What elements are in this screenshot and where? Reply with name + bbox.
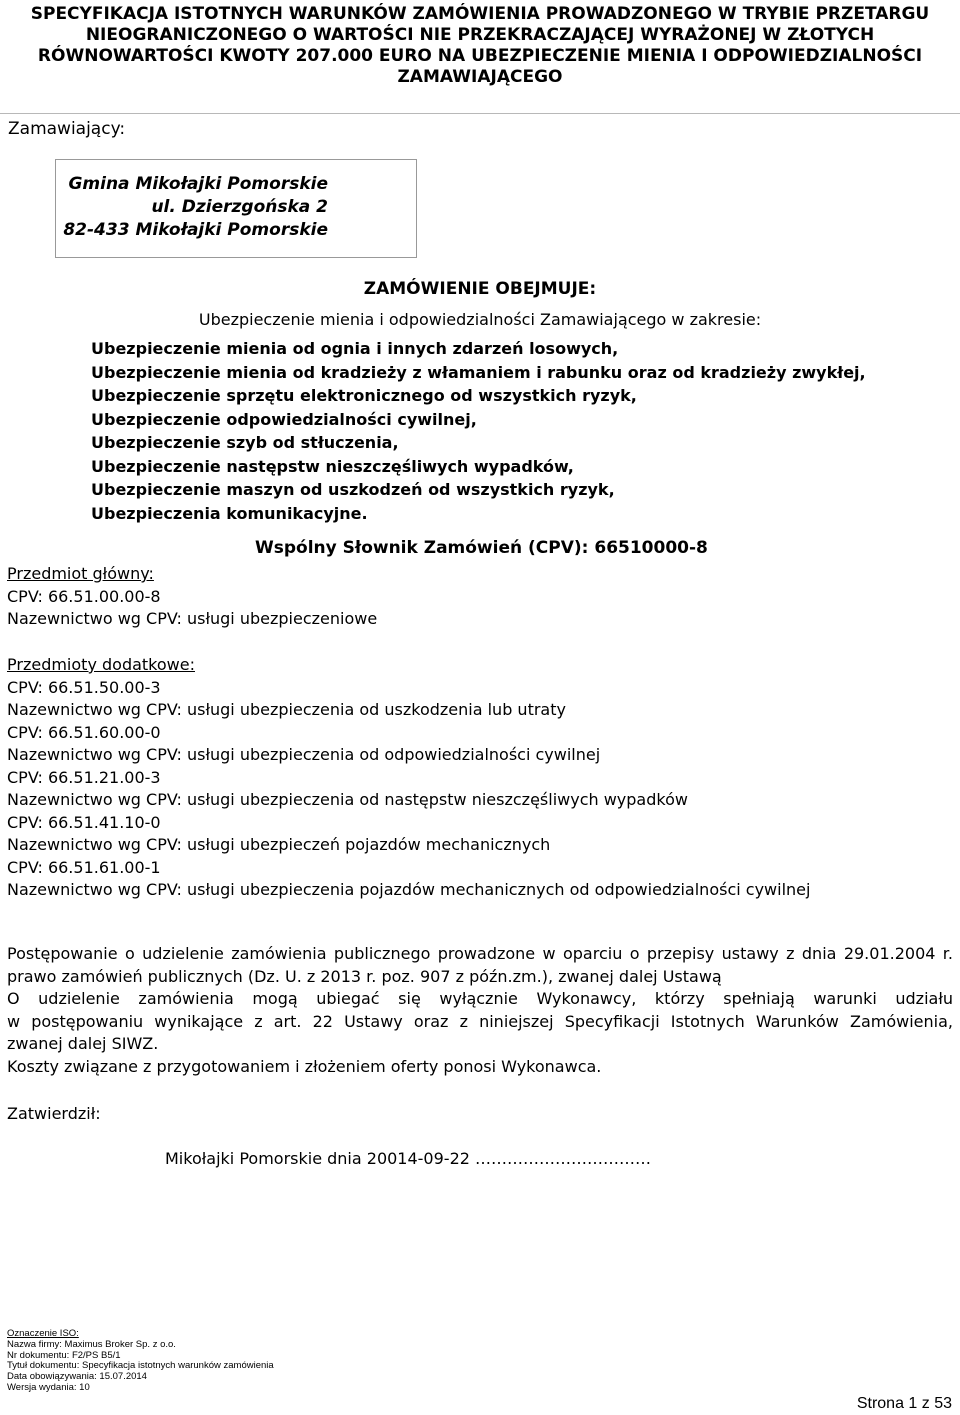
footer-version: Wersja wydania: 10 [7,1381,90,1393]
cpv-name: Nazewnictwo wg CPV: usługi ubezpieczenia od odpowiedzialności cywilnej [7,745,601,764]
cpv-heading: Wspólny Słownik Zamówień (CPV): 66510000-8 [255,538,708,558]
cpv-code: CPV: 66.51.41.10-0 [7,812,161,832]
legal-line: zwanej dalej SIWZ. [7,1034,159,1053]
contracting-authority-label: Zamawiający: [8,119,126,139]
scope-item: Ubezpieczenie mienia od kradzieży z włamaniem i rabunku oraz od kradzieży zwykłej, [91,362,866,382]
title-line: ZAMAWIAJĄCEGO [397,67,563,87]
cpv-main-label: Przedmiot główny: [7,564,154,583]
scope-item: Ubezpieczenie odpowiedzialności cywilnej, [91,409,477,429]
approval-place-date: Mikołajki Pomorskie dnia 20014-09-22 …………………………… [165,1149,652,1168]
cpv-name: Nazewnictwo wg CPV: usługi ubezpieczenia od uszkodzenia lub utraty [7,700,566,719]
scope-item: Ubezpieczenie maszyn od uszkodzeń od wszystkich ryzyk, [91,480,615,499]
authority-street: ul. Dzierzgońska 2 [151,197,328,217]
scope-item: Ubezpieczenie mienia od ognia i innych zdarzeń losowych, [91,339,619,358]
footer-doc-no: Nr dokumentu: F2/PS B5/1 [7,1349,121,1361]
scope-item: Ubezpieczenia komunikacyjne. [91,503,368,523]
cpv-code: CPV: 66.51.50.00-3 [7,677,161,697]
legal-line: Postępowanie o udzielenie zamówienia publicznego prowadzone w oparciu o przepisy ustawy z dnia 29.01.2004 r. [7,944,953,963]
cpv-code: CPV: 66.51.21.00-3 [7,767,161,787]
scope-intro: Ubezpieczenie mienia i odpowiedzialności Zamawiającego w zakresie: [198,310,762,329]
legal-line: O udzielenie zamówienia mogą ubiegać się wyłącznie Wykonawcy, którzy spełniają warunki udziału [7,989,953,1008]
scope-item: Ubezpieczenie szyb od stłuczenia, [91,433,399,452]
footer-iso-label: Oznaczenie ISO: [7,1328,79,1339]
scope-heading: ZAMÓWIENIE OBEJMUJE: [363,279,597,299]
legal-line: Koszty związane z przygotowaniem i złożeniem oferty ponosi Wykonawca. [7,1056,602,1076]
legal-line: w postępowaniu wynikające z art. 22 Ustawy oraz z niniejszej Specyfikacji Istotnych Warunków Zamówienia, [7,1011,953,1031]
legal-line: prawo zamówień publicznych (Dz. U. z 2013 r. poz. 907 z późn.zm.), zwanej dalej Ustawą [7,966,722,986]
title-line: RÓWNOWARTOŚCI KWOTY 207.000 EURO NA UBEZPIECZENIE MIENIA I ODPOWIEDZIALNOŚCI [37,46,923,66]
iso-footer [7,1329,274,1394]
cpv-name: Nazewnictwo wg CPV: usługi ubezpieczenia od następstw nieszczęśliwych wypadków [7,790,688,809]
contracting-authority-box [55,159,417,258]
page-number: Strona 1 z 53 [856,1395,952,1412]
title-line: SPECYFIKACJA ISTOTNYCH WARUNKÓW ZAMÓWIENIA PROWADZONEGO W TRYBIE PRZETARGU [30,4,930,24]
title-divider [0,113,960,114]
footer-doc-title: Tytuł dokumentu: Specyfikacja istotnych warunków zamówienia [7,1360,274,1372]
cpv-code: CPV: 66.51.00.00-8 [7,586,161,606]
cpv-name: Nazewnictwo wg CPV: usługi ubezpieczenia pojazdów mechanicznych od odpowiedzialności cywilnej [7,880,811,899]
footer-valid-date: Data obowiązywania: 15.07.2014 [7,1371,147,1383]
cpv-code: CPV: 66.51.61.00-1 [7,857,161,877]
cpv-extra-block [7,654,810,902]
authority-city: 82-433 Mikołajki Pomorskie [63,220,328,240]
scope-list [91,337,866,525]
legal-paragraph [7,943,953,1078]
cpv-main-block [7,563,377,631]
authority-name: Gmina Mikołajki Pomorskie [68,174,328,194]
cpv-name: Nazewnictwo wg CPV: usługi ubezpieczeniowe [7,609,378,628]
cpv-extra-label: Przedmioty dodatkowe: [7,655,195,674]
scope-item: Ubezpieczenie następstw nieszczęśliwych wypadków, [91,456,574,476]
approval-label: Zatwierdził: [7,1104,101,1123]
title-line: NIEOGRANICZONEGO O WARTOŚCI NIE PRZEKRACZAJĄCEJ WYRAŻONEJ W ZŁOTYCH [85,25,875,45]
footer-company: Nazwa firmy: Maximus Broker Sp. z o.o. [7,1338,176,1350]
document-title [0,4,960,88]
cpv-code: CPV: 66.51.60.00-0 [7,722,161,742]
scope-item: Ubezpieczenie sprzętu elektronicznego od wszystkich ryzyk, [91,386,637,405]
cpv-name: Nazewnictwo wg CPV: usługi ubezpieczeń pojazdów mechanicznych [7,835,551,854]
